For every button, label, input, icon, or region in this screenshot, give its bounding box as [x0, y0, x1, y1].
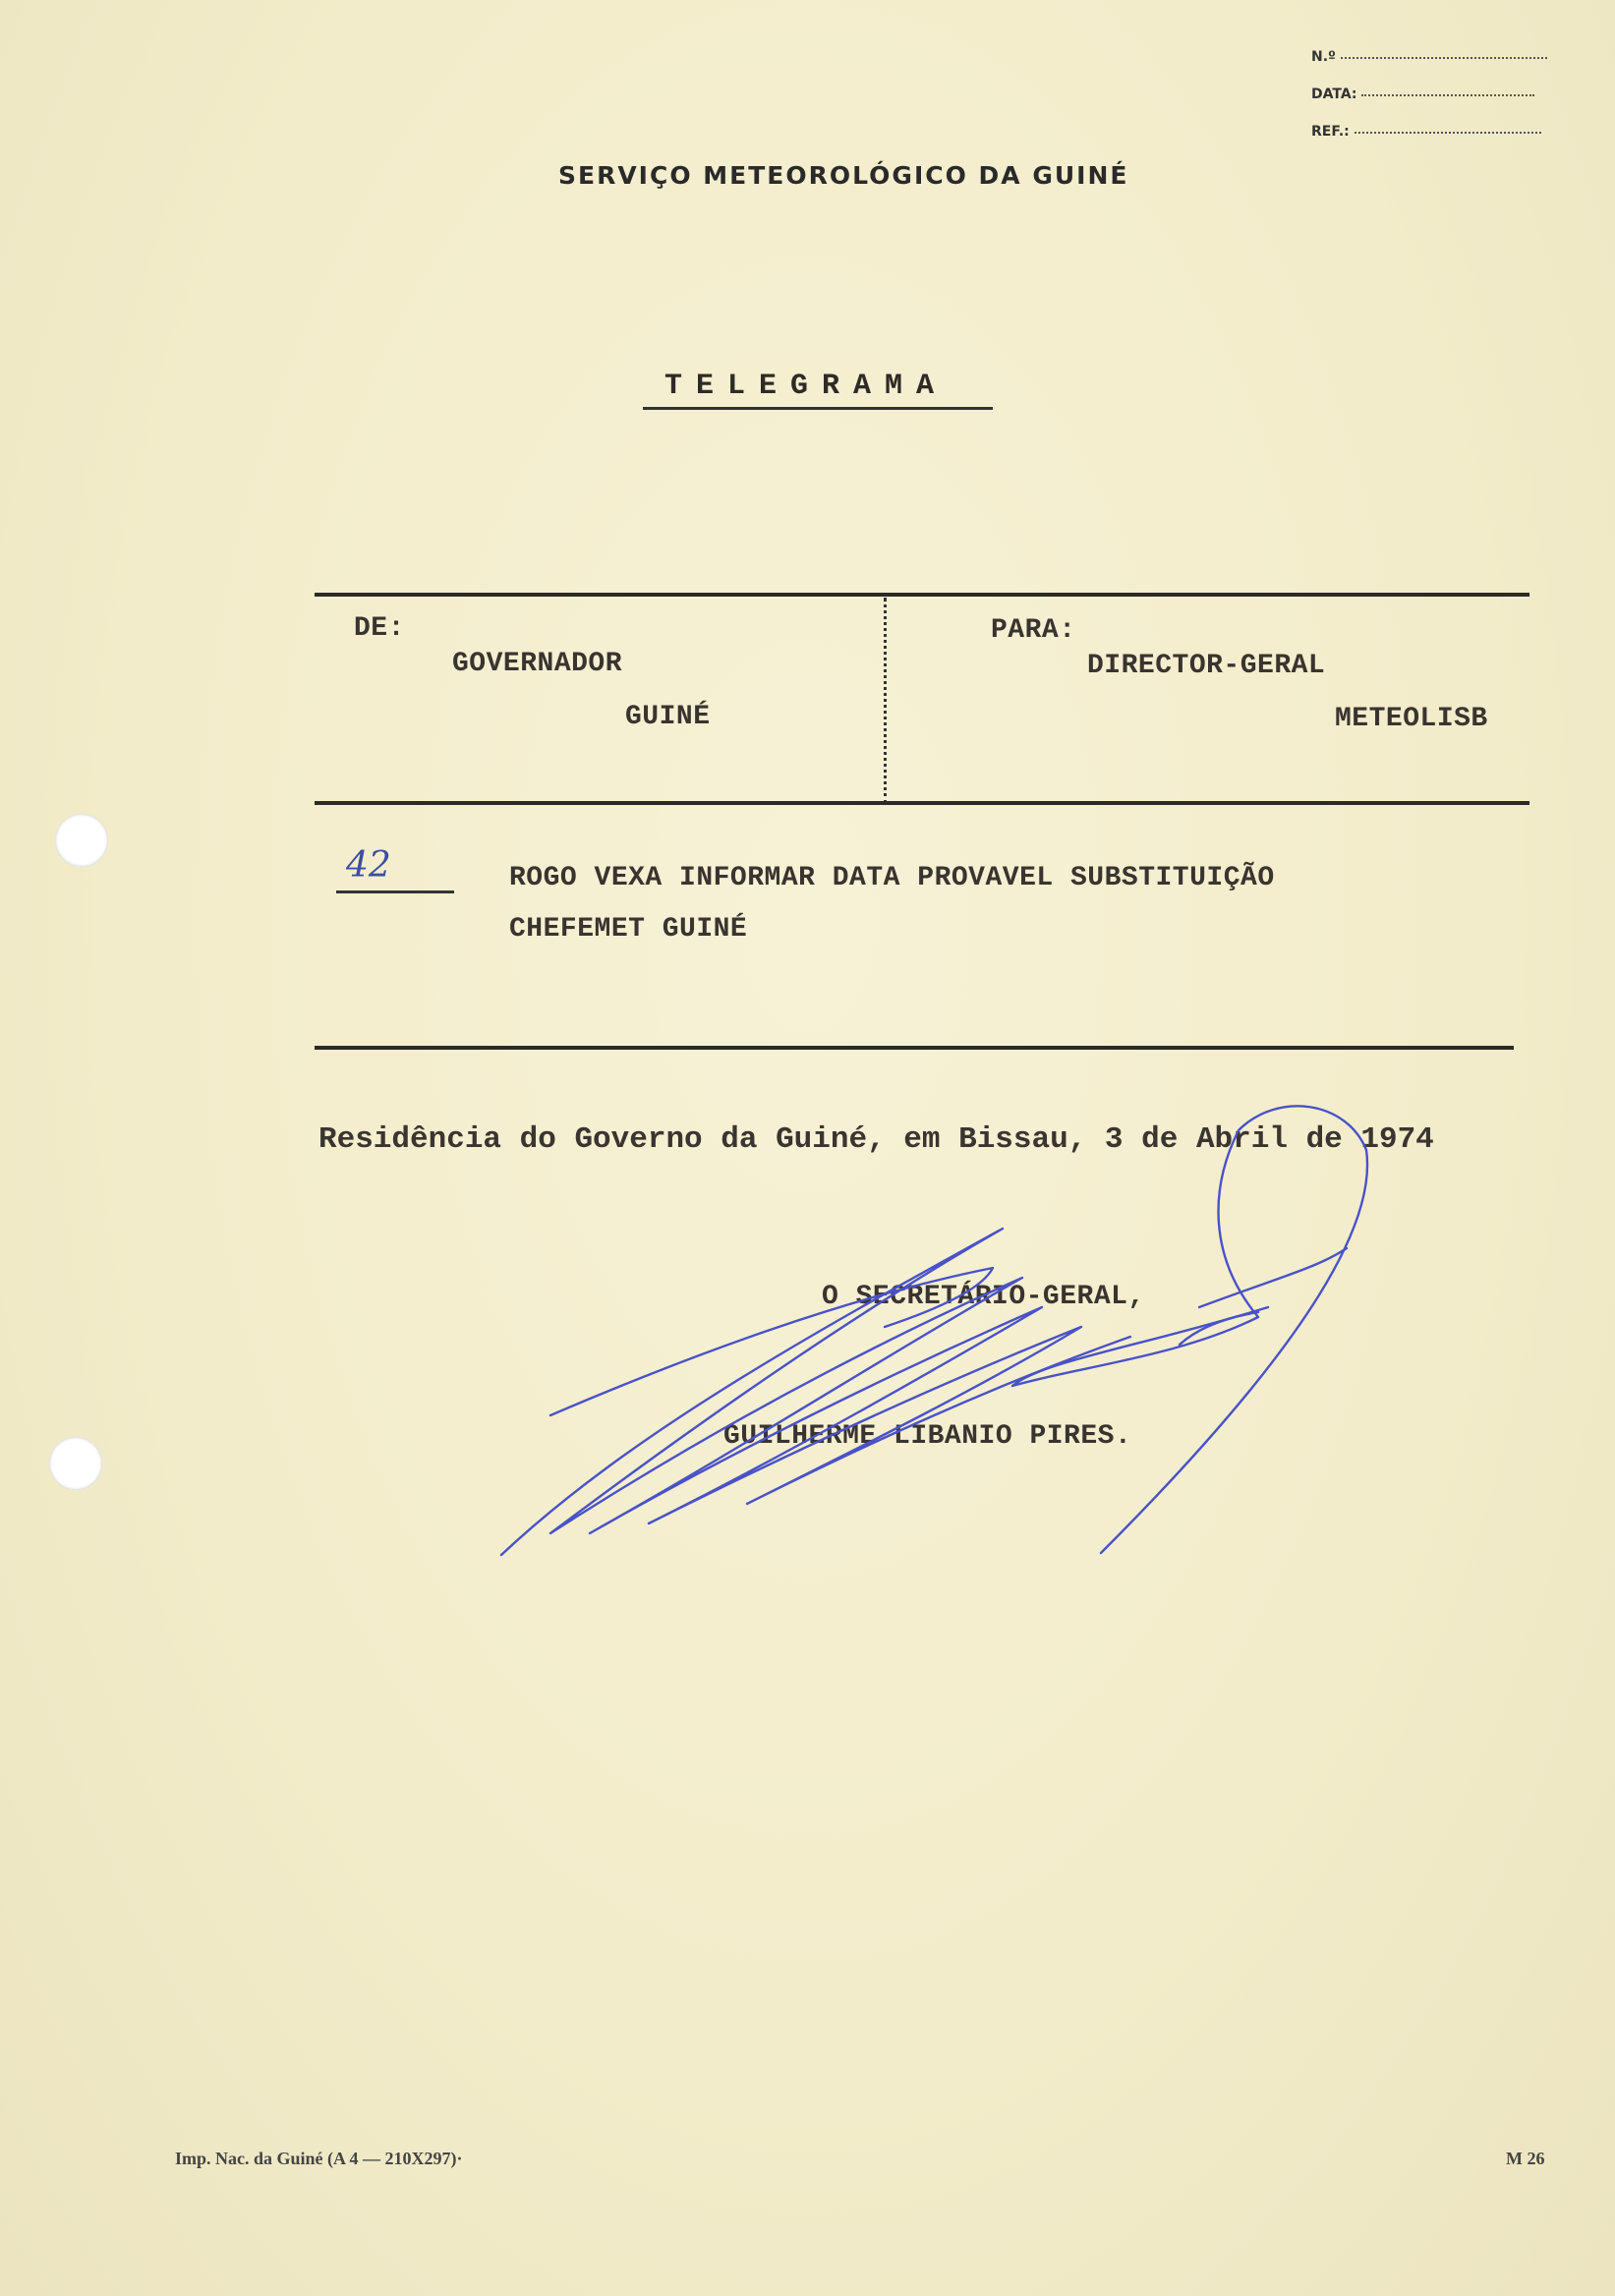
ref-label: REF.:: [1311, 124, 1350, 140]
from-label: DE:: [354, 613, 405, 644]
message-line-1: ROGO VEXA INFORMAR DATA PROVAVEL SUBSTITUIÇÃO: [509, 863, 1275, 893]
from-line-2: GUINÉ: [625, 702, 711, 732]
from-line-1: GOVERNADOR: [452, 649, 623, 679]
place-date-line: Residência do Governo da Guiné, em Bissau, 3 de Abril de 1974: [318, 1122, 1434, 1157]
to-line-2: METEOLISB: [1335, 704, 1488, 734]
number-label: N.º: [1311, 49, 1336, 65]
message-line-2: CHEFEMET GUINÉ: [509, 914, 748, 945]
signatory-title: O SECRETÁRIO-GERAL,: [822, 1282, 1145, 1312]
form-code: M 26: [1506, 2149, 1545, 2168]
printer-imprint: Imp. Nac. da Guiné (A 4 — 210X297)·: [175, 2149, 463, 2168]
message-number: 42: [346, 845, 391, 886]
document-type-title: TELEGRAMA: [664, 370, 949, 403]
date-label: DATA:: [1311, 86, 1357, 102]
signatory-name: GUILHERME LIBANIO PIRES.: [723, 1421, 1132, 1452]
service-title: SERVIÇO METEOROLÓGICO DA GUINÉ: [558, 161, 1129, 190]
to-line-1: DIRECTOR-GERAL: [1087, 651, 1326, 681]
to-label: PARA:: [991, 615, 1076, 646]
